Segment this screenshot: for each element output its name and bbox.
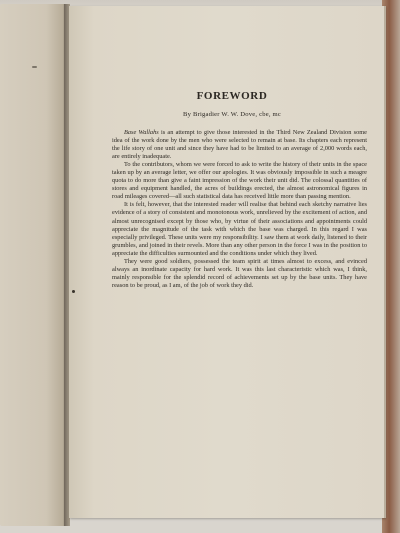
page-edge [384,6,386,518]
book-title-italic: Base Wallahs [124,129,159,136]
paragraph-text: They were good soldiers, possessed the team spirit at times almost to excess, and evinced always an inordinate capacity for hard work. It was this last characteristic which was, I think, mainly responsible for the splendid record of achievements set up by the base units. They have reason to be proud, as I am, of the job of work they did. [112,257,367,289]
byline: By Brigadier W. W. Dove, cbe, mc [183,111,281,118]
paragraph-text: It is felt, however, that the interested reader will realise that behind each sketchy narrative lies evidence of a story of consistent and monotonous work, unrelieved by the excitement of action, and almost unrecognised except by those who, by virtue of their associations and appointments could appreciate the magnitude of the task with which the base was charged. In this regard I was especially privileged. These units were my responsibility. I saw them at work daily, listened to their grumbles, and joined in their revels. More than any other person in the force I was in the position to appreciate the difficulties surmounted and the conditions under which they lived. [112,201,367,257]
page-mark [72,290,75,293]
paragraph-1 [112,129,367,161]
foreword-body [112,129,367,290]
paragraph-4 [112,258,367,290]
page-title: FOREWORD [196,90,268,102]
paragraph-text: To the contributors, whom we were forced to ask to write the history of their units in the space taken up by an average letter, we offer our apologies. It was obviously impossible in such a meagre quota to do more than give a faint impression of the work their unit did. The colossal quantities of stores and equipment handled, the acres of buildings erected, the almost astronomical figures in road mileages covered—all such statistical data has received little more than passing mention. [112,161,367,201]
paragraph-3 [112,201,367,257]
page-speck [32,66,37,68]
paragraph-text: is an attempt to give those interested in the Third New Zealand Division some idea of the work done by the men who were selected to remain at base. Its chapters each represent the life story of one unit and since they have had to be limited to an average of 2,000 words each, are entirely inadequate. [112,129,367,161]
paragraph-2 [112,161,367,201]
left-page [0,4,66,526]
